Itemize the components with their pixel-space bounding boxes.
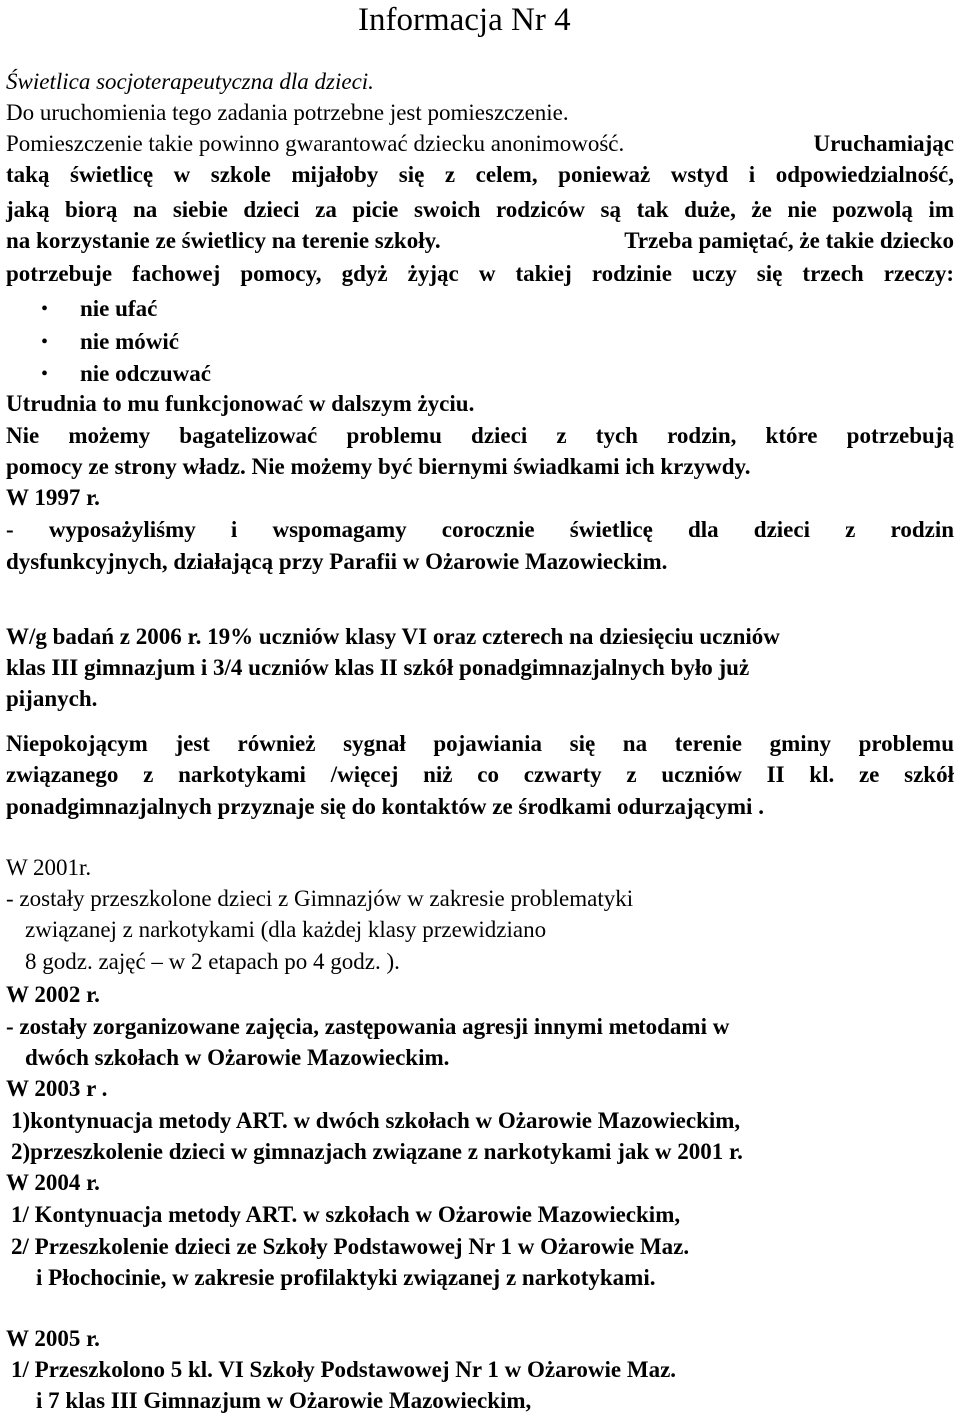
text-line: Nie możemy bagatelizować problemu dzieci z tych rodzin, które potrzebują (6, 423, 954, 448)
text-line: 2/ Przeszkolenie dzieci ze Szkoły Podstawowej Nr 1 w Ożarowie Maz. (11, 1234, 690, 1259)
year-heading: W 2005 r. (6, 1326, 100, 1351)
text-line: - wyposażyliśmy i wspomagamy corocznie świetlicę dla dzieci z rodzin (6, 517, 954, 542)
text-line: 1)kontynuacja metody ART. w dwóch szkołach w Ożarowie Mazowieckim, (11, 1108, 741, 1133)
text-line: - zostały przeszkolone dzieci z Gimnazjów w zakresie problematyki (6, 886, 634, 911)
text-line: W/g badań z 2006 r. 19% uczniów klasy VI oraz czterech na dziesięciu uczniów (6, 624, 780, 649)
text-line: - zostały zorganizowane zajęcia, zastępowania agresji innymi metodami w (6, 1014, 730, 1039)
text-line: 2)przeszkolenie dzieci w gimnazjach związane z narkotykami jak w 2001 r. (11, 1139, 743, 1164)
page-title: Informacja Nr 4 (358, 2, 571, 38)
text-line: pijanych. (6, 686, 98, 711)
text-line: 1/ Kontynuacja metody ART. w szkołach w Ożarowie Mazowieckim, (11, 1202, 681, 1227)
text-line: dwóch szkołach w Ożarowie Mazowieckim. (25, 1045, 450, 1070)
text-line: na korzystanie ze świetlicy na terenie szkoły. (6, 228, 441, 253)
text-line: 8 godz. zajęć – w 2 etapach po 4 godz. ). (25, 949, 400, 974)
text-line: taką świetlicę w szkole mijałoby się z celem, ponieważ wstyd i odpowiedzialność, (6, 162, 954, 187)
text-line: i 7 klas III Gimnazjum w Ożarowie Mazowieckim, (36, 1388, 532, 1413)
text-line: jaką biorą na siebie dzieci za picie swoich rodziców są tak duże, że nie pozwolą im (6, 197, 954, 222)
text-line: Trzeba pamiętać, że takie dziecko (624, 228, 954, 253)
text-line: Utrudnia to mu funkcjonować w dalszym życiu. (6, 391, 475, 416)
list-item-text: nie odczuwać (80, 361, 211, 386)
bullet-marker: • (41, 363, 49, 385)
text-line: związanego z narkotykami /więcej niż co czwarty z uczniów II kl. ze szkół (6, 762, 954, 787)
text-line: 1/ Przeszkolono 5 kl. VI Szkoły Podstawowej Nr 1 w Ożarowie Maz. (11, 1357, 677, 1382)
bullet-marker: • (41, 331, 49, 353)
year-heading: W 1997 r. (6, 485, 100, 510)
year-heading: W 2003 r . (6, 1076, 108, 1101)
section-heading: Świetlica socjoterapeutyczna dla dzieci. (6, 69, 374, 94)
text-line: i Płochocinie, w zakresie profilaktyki związanej z narkotykami. (36, 1265, 656, 1290)
year-heading: W 2004 r. (6, 1170, 100, 1195)
text-line: związanej z narkotykami (dla każdej klasy przewidziano (25, 917, 547, 942)
text-line: pomocy ze strony władz. Nie możemy być biernymi świadkami ich krzywdy. (6, 454, 751, 479)
text-line: ponadgimnazjalnych przyznaje się do kontaktów ze środkami odurzającymi . (6, 794, 764, 819)
text-line: Do uruchomienia tego zadania potrzebne jest pomieszczenie. (6, 100, 569, 125)
year-heading: W 2001r. (6, 855, 92, 880)
text-line: klas III gimnazjum i 3/4 uczniów klas II szkół ponadgimnazjalnych było już (6, 655, 750, 680)
text-line: Pomieszczenie takie powinno gwarantować dziecku anonimowość. (6, 131, 625, 156)
list-item-text: nie mówić (80, 329, 180, 354)
text-line: potrzebuje fachowej pomocy, gdyż żyjąc w takiej rodzinie uczy się trzech rzeczy: (6, 261, 954, 286)
bullet-marker: • (41, 298, 49, 320)
text-line: dysfunkcyjnych, działającą przy Parafii w Ożarowie Mazowieckim. (6, 549, 668, 574)
year-heading: W 2002 r. (6, 982, 100, 1007)
list-item-text: nie ufać (80, 296, 158, 321)
text-line: Uruchamiając (813, 131, 954, 156)
text-line: Niepokojącym jest również sygnał pojawiania się na terenie gminy problemu (6, 731, 954, 756)
